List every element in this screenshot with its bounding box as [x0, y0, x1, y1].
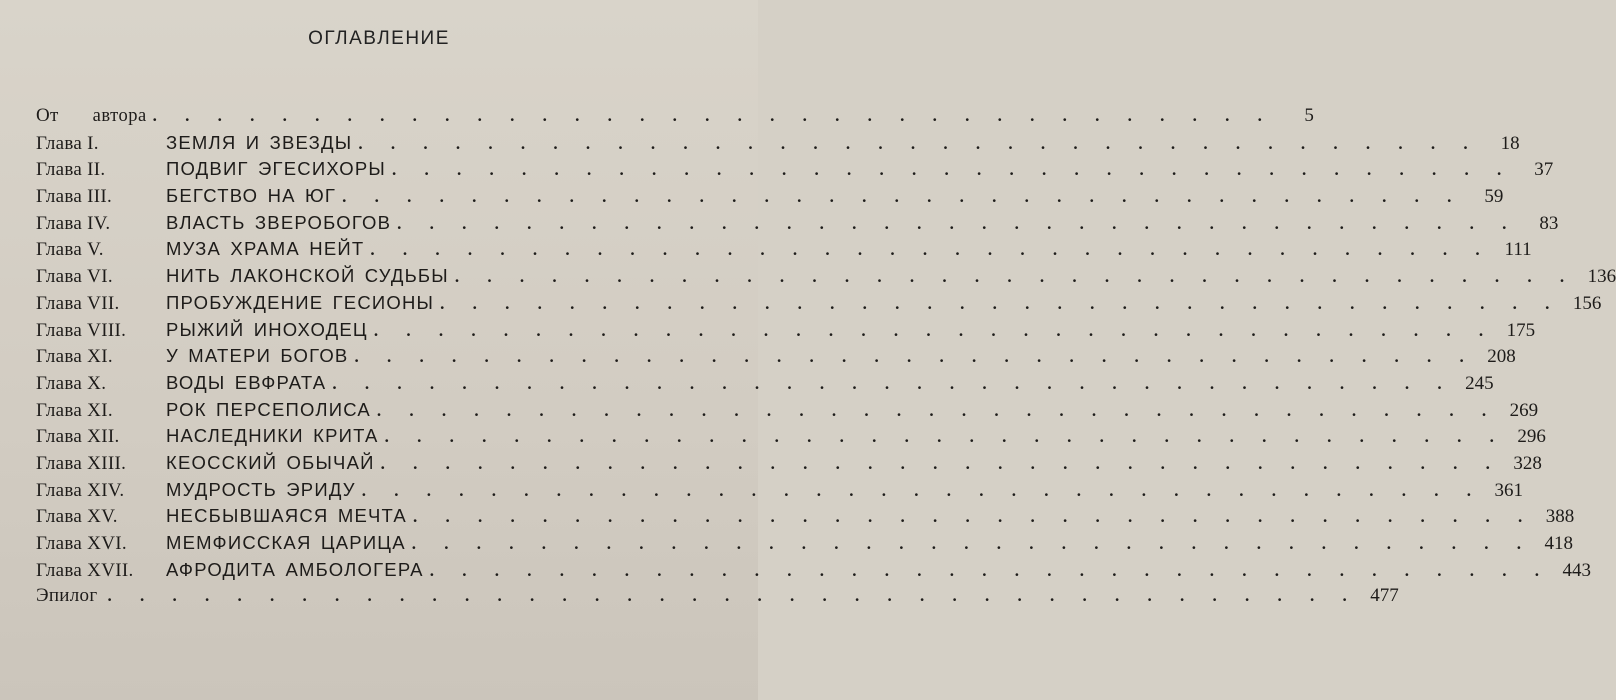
dot-leader: . . . . . . . . . . . . . . . . . . . . . . . . . . . . . . . . . . . [411, 534, 1533, 553]
toc-entry-page: 59 [1484, 186, 1504, 208]
toc-entry [36, 211, 1559, 239]
toc-entry-title: НИТЬ ЛАКОНСКОЙ СУДЬБЫ [166, 265, 449, 287]
toc-entry [36, 398, 1539, 426]
dot-leader: . . . . . . . . . . . . . . . . . . . . . . . . . . . . . . . . . . . [152, 106, 1274, 125]
toc-entry-label: Глава XV. [36, 506, 118, 528]
toc-entry-title: КЕОССКИЙ ОБЫЧАЙ [166, 451, 375, 473]
toc-entry-page: 18 [1500, 132, 1520, 154]
toc-entry-page: 83 [1539, 212, 1559, 234]
toc-entry-page: 156 [1572, 292, 1602, 314]
toc-entry-page: 5 [1304, 105, 1314, 126]
toc-entry-page: 443 [1562, 559, 1591, 581]
dot-leader: . . . . . . . . . . . . . . . . . . . . . . . . . . . . . . . . . . . [332, 373, 1454, 393]
toc-entry [36, 585, 1399, 612]
toc-entry [36, 345, 1516, 372]
dot-leader: . . . . . . . . . . . . . . . . . . . . . . . . . . . . . . . . . . . [440, 293, 1562, 313]
dot-leader: . . . . . . . . . . . . . . . . . . . . . . . . . . . . . . . . . . . [376, 400, 1499, 420]
toc-entry-title: РОК ПЕРСЕПОЛИСА [166, 398, 371, 420]
toc-entry [36, 425, 1546, 452]
toc-entry [36, 158, 1554, 185]
toc-entry-page: 175 [1506, 319, 1536, 341]
toc-entry-label: Глава VI. [36, 266, 113, 288]
toc-entry-page: 136 [1587, 266, 1616, 288]
toc-entry [36, 131, 1520, 159]
toc-entry-label: Глава XI. [36, 399, 113, 421]
toc-entry-page: 361 [1494, 479, 1523, 501]
toc-entry [36, 532, 1573, 559]
toc-entry-label: Глава XI. [36, 346, 113, 368]
toc-entry-title: БЕГСТВО НА ЮГ [166, 185, 337, 207]
toc-entry-page: 477 [1370, 585, 1399, 607]
toc-entry [36, 185, 1504, 212]
toc-entry-label: Глава XIII. [36, 452, 127, 474]
toc-entry [36, 505, 1575, 532]
toc-entry-title: РЫЖИЙ ИНОХОДЕЦ [166, 318, 368, 340]
dot-leader: . . . . . . . . . . . . . . . . . . . . . . . . . . . . . . . . . . . [429, 560, 1551, 580]
toc-entry [36, 265, 1616, 292]
dot-leader: . . . . . . . . . . . . . . . . . . . . . . . . . . . . . . . . . . . [454, 267, 1577, 287]
toc-entry-label: Глава X. [36, 372, 107, 394]
toc-entry-label: Глава XII. [36, 426, 120, 448]
toc-entry-label: Глава II. [36, 159, 106, 181]
toc-entry-page: 296 [1517, 426, 1546, 448]
toc-entry-label: Глава VII. [36, 292, 120, 314]
dot-leader: . . . . . . . . . . . . . . . . . . . . . . . . . . . . . . . . . . . [384, 427, 1506, 447]
toc-entry-label: Глава I. [36, 132, 99, 154]
toc-entry-title: НАСЛЕДНИКИ КРИТА [166, 425, 379, 447]
toc-entry-title: МУДРОСТЬ ЭРИДУ [166, 478, 356, 500]
toc-entry [36, 238, 1532, 265]
dot-leader: . . . . . . . . . . . . . . . . . . . . . . . . . . . . . . . . . . . . . . . [107, 586, 1359, 606]
dot-leader: . . . . . . . . . . . . . . . . . . . . . . . . . . . . . . . . . . . [358, 133, 1480, 153]
dot-leader: . . . . . . . . . . . . . . . . . . . . . . . . . . . . . . . . . . . [397, 213, 1519, 233]
dot-leader: . . . . . . . . . . . . . . . . . . . . . . . . . . . . . . . . . . . [370, 240, 1492, 260]
toc-entry [36, 558, 1591, 586]
toc-entry-page: 269 [1509, 399, 1539, 421]
toc-entry-title: У МАТЕРИ БОГОВ [166, 345, 349, 367]
dot-leader: . . . . . . . . . . . . . . . . . . . . . . . . . . . . . . . . . . . [361, 480, 1483, 500]
toc-entry-page: 418 [1544, 533, 1573, 554]
toc-entry [36, 451, 1542, 479]
toc-entry-title: ПОДВИГ ЭГЕСИХОРЫ [166, 158, 386, 180]
toc-entry-label: Глава XIV. [36, 479, 125, 501]
toc-entry-title: МУЗА ХРАМА НЕЙТ [166, 238, 365, 260]
toc-entry-label: Глава IV. [36, 212, 111, 234]
toc-entry-title: ВОДЫ ЕВФРАТА [166, 371, 327, 393]
page-title: ОГЛАВЛЕНИЕ [308, 28, 450, 49]
toc-entry-page: 37 [1534, 159, 1554, 181]
toc-entry-label: Глава XVI. [36, 533, 127, 554]
toc-entry-page: 245 [1465, 372, 1494, 394]
toc-entry-title: МЕМФИССКАЯ ЦАРИЦА [166, 532, 406, 553]
toc-entry-title: ПРОБУЖДЕНИЕ ГЕСИОНЫ [166, 291, 435, 313]
toc-entry [36, 105, 1314, 132]
dot-leader: . . . . . . . . . . . . . . . . . . . . . . . . . . . . . . . . . . . [391, 160, 1514, 180]
dot-leader: . . . . . . . . . . . . . . . . . . . . . . . . . . . . . . . . . . . [373, 320, 1496, 340]
toc-entry-title: ВЛАСТЬ ЗВЕРОБОГОВ [166, 211, 392, 233]
toc-entry-label: Глава XVII. [36, 559, 134, 581]
toc-entry-label: Глава III. [36, 186, 113, 208]
toc-entry-title: автора [92, 106, 147, 126]
toc-entry-title: ЗЕМЛЯ И ЗВЕЗДЫ [166, 131, 353, 153]
toc-entry [36, 318, 1536, 346]
dot-leader: . . . . . . . . . . . . . . . . . . . . . . . . . . . . . . . . . . . [354, 347, 1476, 367]
toc-entry [36, 478, 1523, 506]
toc-entry-page: 208 [1487, 346, 1516, 368]
toc-entry-title: НЕСБЫВШАЯСЯ МЕЧТА [166, 505, 407, 527]
toc-entry-page: 388 [1545, 506, 1575, 528]
toc-entry-label: Эпилог [36, 585, 98, 607]
toc-entry-label: От [36, 105, 59, 126]
toc-entry-label: Глава VIII. [36, 319, 127, 341]
toc-entry-title: АФРОДИТА АМБОЛОГЕРА [166, 558, 424, 580]
dot-leader: . . . . . . . . . . . . . . . . . . . . . . . . . . . . . . . . . . . [380, 453, 1502, 473]
toc-entry-page: 328 [1513, 452, 1542, 474]
toc-entry-page: 111 [1504, 239, 1532, 261]
toc-entry-label: Глава V. [36, 239, 104, 261]
toc-entry [36, 371, 1494, 399]
table-of-contents [36, 105, 1616, 612]
toc-entry [36, 291, 1602, 319]
dot-leader: . . . . . . . . . . . . . . . . . . . . . . . . . . . . . . . . . . . [342, 187, 1464, 207]
dot-leader: . . . . . . . . . . . . . . . . . . . . . . . . . . . . . . . . . . . [412, 507, 1535, 527]
